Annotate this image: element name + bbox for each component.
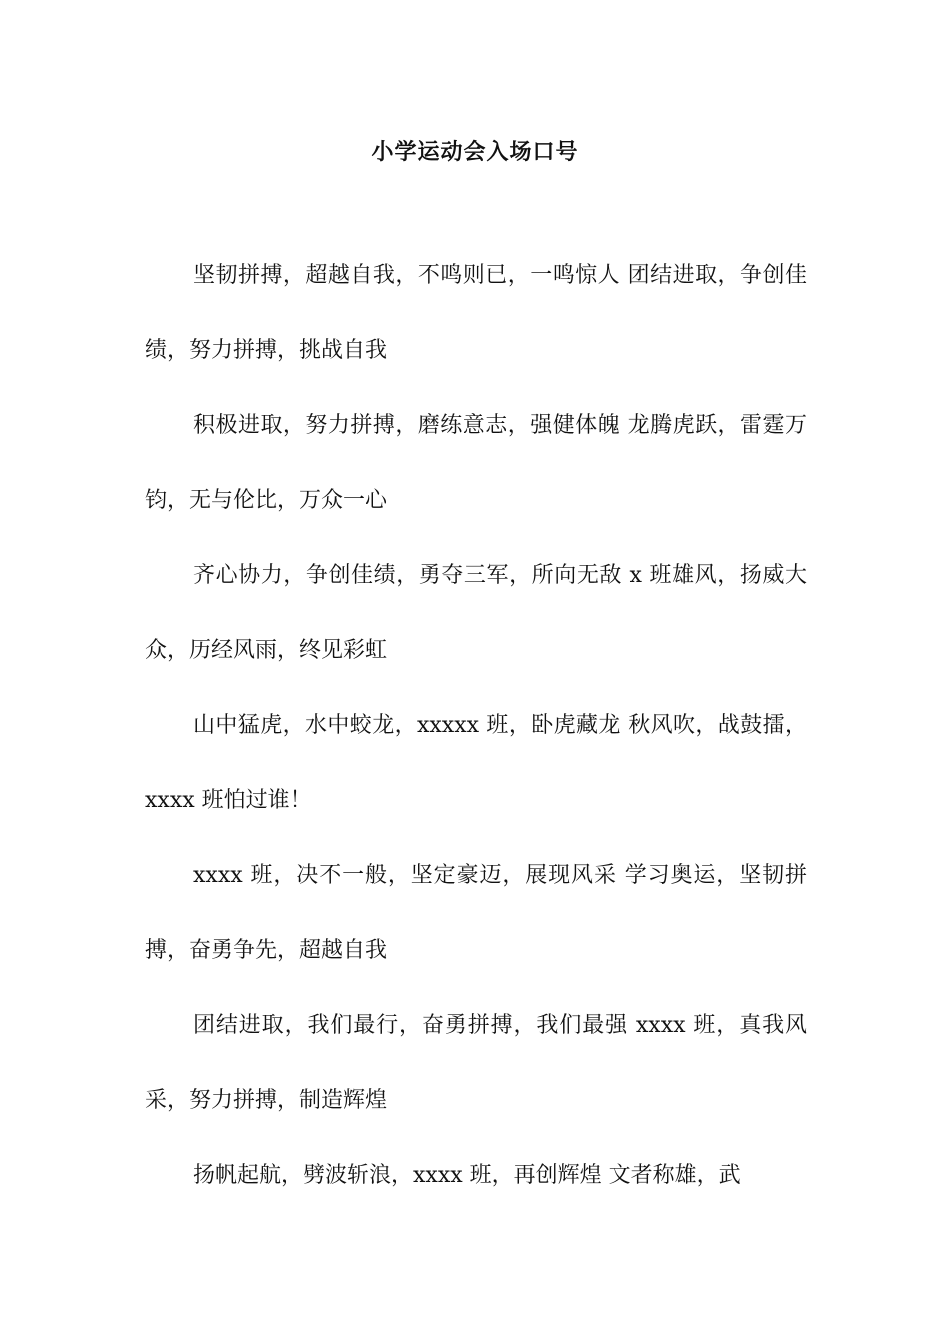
slogan-paragraph-5: xxxx 班，决不一般，坚定豪迈，展现风采 学习奥运，坚韧拼搏，奋勇争先，超越自我 (145, 863, 807, 963)
slogan-paragraph-3: 齐心协力，争创佳绩，勇夺三军，所向无敌 x 班雄风，扬威大众，历经风雨，终见彩虹 (145, 563, 807, 663)
document-body (145, 238, 807, 1213)
slogan-paragraph-4: 山中猛虎，水中蛟龙，xxxxx 班，卧虎藏龙 秋风吹，战鼓擂，xxxx 班怕过谁！ (145, 713, 807, 813)
slogan-paragraph-2: 积极进取，努力拼搏，磨练意志，强健体魄 龙腾虎跃，雷霆万钧，无与伦比，万众一心 (145, 413, 807, 513)
document-title: 小学运动会入场口号 (371, 140, 579, 165)
slogan-paragraph-7: 扬帆起航，劈波斩浪，xxxx 班，再创辉煌 文者称雄，武 (193, 1163, 741, 1188)
slogan-paragraph-1: 坚韧拼搏，超越自我，不鸣则已，一鸣惊人 团结进取，争创佳绩，努力拼搏，挑战自我 (145, 263, 807, 363)
slogan-paragraph-6: 团结进取，我们最行，奋勇拼搏，我们最强 xxxx 班，真我风采，努力拼搏，制造辉煌 (145, 1013, 807, 1113)
